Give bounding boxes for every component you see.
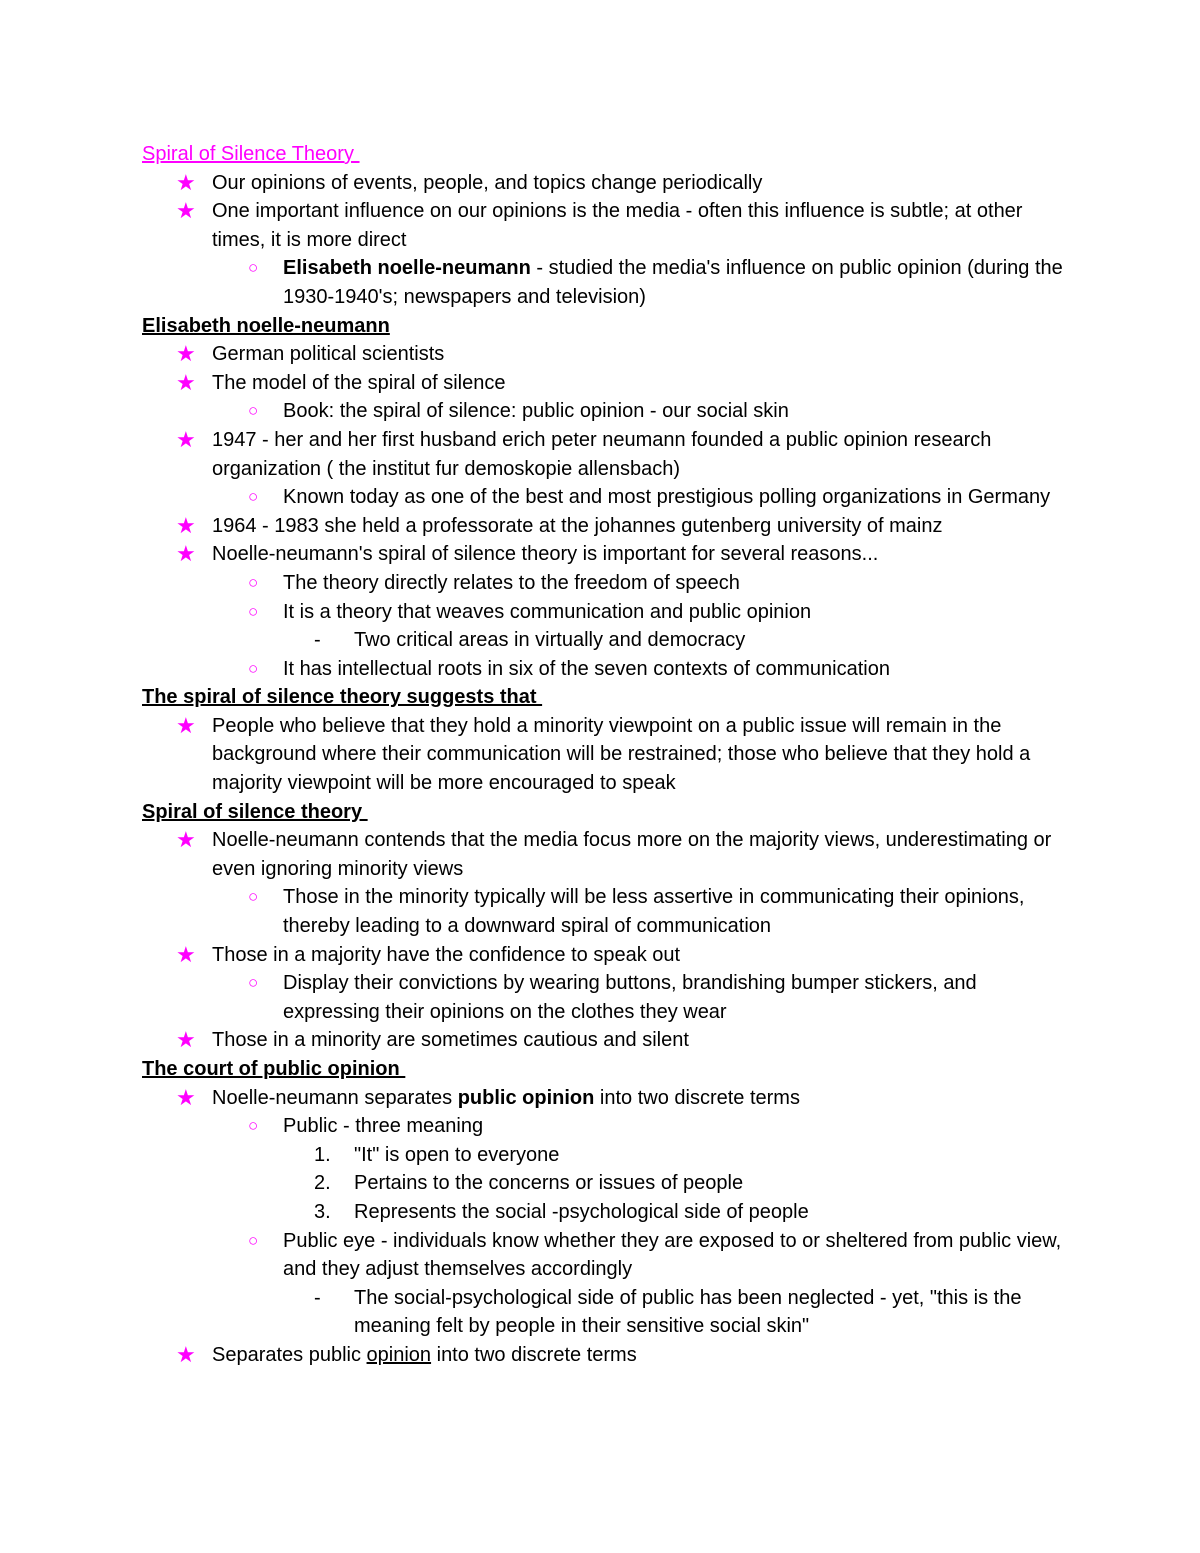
bullet-item	[142, 1341, 1072, 1370]
bullet-text: Noelle-neumann separates	[212, 1086, 458, 1109]
circle-bullet-icon: ○	[248, 658, 259, 678]
star-bullet-icon: ★	[176, 541, 196, 567]
star-bullet-icon: ★	[176, 426, 196, 452]
list-number: 1.	[314, 1143, 331, 1166]
bullet-text: People who believe that they hold a minority viewpoint on a public issue will remain in the background where their communication will be restrained; those who believe that they hold a majority viewpoint will be more encouraged to speak	[212, 714, 1031, 795]
bullet-text: One important influence on our opinions is the media - often this influence is subtle; at other times, it is more direct	[212, 200, 1023, 251]
bullet-text: Separates public	[212, 1343, 367, 1366]
bullet-text: Display their convictions by wearing buttons, brandishing bumper stickers, and expressing their opinions on the clothes they wear	[283, 972, 977, 1023]
bullet-text: - studied the media's influence on public opinion (during the 1930-1940's; newspapers and television)	[283, 257, 1063, 308]
section-heading: The court of public opinion	[142, 1058, 406, 1080]
bullet-item	[142, 512, 1072, 541]
sub-bullet-item	[142, 883, 1072, 940]
numbered-item	[142, 1141, 1072, 1170]
bullet-item	[142, 712, 1072, 798]
bullet-text: It has intellectual roots in six of the seven contexts of communication	[283, 657, 890, 680]
star-bullet-icon: ★	[176, 1084, 196, 1110]
numbered-item	[142, 1198, 1072, 1227]
sub-bullet-item	[142, 1227, 1072, 1284]
bullet-text: Public - three meaning	[283, 1115, 484, 1138]
bullet-text: Those in the minority typically will be less assertive in communicating their opinions, thereby leading to a downward spiral of communication	[283, 886, 1025, 938]
bullet-text: The model of the spiral of silence	[212, 371, 506, 394]
bullet-item	[142, 197, 1072, 254]
circle-bullet-icon: ○	[248, 973, 259, 993]
sub-sub-bullet-item	[142, 1284, 1072, 1341]
circle-bullet-icon: ○	[248, 401, 259, 421]
bullet-item	[142, 169, 1072, 198]
bullet-item	[142, 540, 1072, 569]
bullet-item	[142, 340, 1072, 369]
sub-bullet-item	[142, 397, 1072, 426]
bullet-text: Noelle-neumann contends that the media focus more on the majority views, underestimating or even ignoring minority views	[212, 829, 1052, 880]
section-heading: Elisabeth noelle-neumann	[142, 314, 390, 337]
star-bullet-icon: ★	[176, 1027, 196, 1053]
underlined-term: opinion	[366, 1343, 432, 1366]
section-heading: The spiral of silence theory suggests that	[142, 686, 543, 709]
bullet-text: Book: the spiral of silence: public opinion - our social skin	[283, 400, 789, 423]
bullet-text: "It" is open to everyone	[354, 1143, 560, 1166]
list-number: 3.	[314, 1200, 331, 1223]
bullet-text: 1964 - 1983 she held a professorate at the johannes gutenberg university of mainz	[212, 514, 943, 537]
bold-name: Elisabeth noelle-neumann	[283, 257, 531, 280]
bullet-item	[142, 1084, 1072, 1113]
star-bullet-icon: ★	[176, 369, 196, 395]
bullet-item	[142, 1026, 1072, 1055]
dash-bullet-icon: -	[314, 629, 321, 652]
document-body	[142, 140, 1072, 1370]
star-bullet-icon: ★	[176, 712, 196, 738]
circle-bullet-icon: ○	[248, 258, 259, 278]
list-number: 2.	[314, 1172, 331, 1195]
bullet-text: Known today as one of the best and most prestigious polling organizations in Germany	[283, 486, 1051, 509]
star-bullet-icon: ★	[176, 1341, 196, 1367]
bullet-item	[142, 426, 1072, 483]
bullet-text: into two discrete terms	[431, 1343, 637, 1366]
star-bullet-icon: ★	[176, 198, 196, 224]
star-bullet-icon: ★	[176, 941, 196, 967]
sub-bullet-item	[142, 254, 1072, 311]
numbered-item	[142, 1169, 1072, 1198]
bullet-text: Those in a minority are sometimes cautious and silent	[212, 1029, 689, 1052]
bullet-text: Public eye - individuals know whether they are exposed to or sheltered from public view, and they adjust themselves accordingly	[283, 1229, 1062, 1281]
bullet-text: 1947 - her and her first husband erich peter neumann founded a public opinion research organization ( the institut fur demoskopie allensbach)	[212, 428, 992, 480]
bullet-text: Represents the social -psychological side of people	[354, 1200, 809, 1223]
section-heading: Spiral of Silence Theory	[142, 143, 360, 165]
circle-bullet-icon: ○	[248, 1230, 259, 1250]
sub-bullet-item	[142, 569, 1072, 598]
circle-bullet-icon: ○	[248, 487, 259, 507]
circle-bullet-icon: ○	[248, 887, 259, 907]
bullet-item	[142, 826, 1072, 883]
bullet-text: The social-psychological side of public has been neglected - yet, "this is the meaning felt by people in their sensitive social skin"	[354, 1286, 1022, 1338]
star-bullet-icon: ★	[176, 169, 196, 195]
circle-bullet-icon: ○	[248, 1116, 259, 1136]
sub-sub-bullet-item	[142, 626, 1072, 655]
bullet-text: The theory directly relates to the freedom of speech	[283, 571, 740, 594]
sub-bullet-item	[142, 655, 1072, 684]
star-bullet-icon: ★	[176, 512, 196, 538]
bullet-item	[142, 941, 1072, 970]
sub-bullet-item	[142, 598, 1072, 627]
bullet-text: It is a theory that weaves communication and public opinion	[283, 600, 812, 623]
bold-term: public opinion	[457, 1086, 595, 1109]
star-bullet-icon: ★	[176, 341, 196, 367]
star-bullet-icon: ★	[176, 827, 196, 853]
circle-bullet-icon: ○	[248, 601, 259, 621]
bullet-text: Pertains to the concerns or issues of people	[354, 1172, 744, 1195]
sub-bullet-item	[142, 969, 1072, 1026]
bullet-text: into two discrete terms	[594, 1086, 800, 1109]
bullet-item	[142, 369, 1072, 398]
circle-bullet-icon: ○	[248, 572, 259, 592]
bullet-text: Two critical areas in virtually and democracy	[354, 629, 746, 652]
bullet-text: Our opinions of events, people, and topics change periodically	[212, 171, 763, 194]
sub-bullet-item	[142, 483, 1072, 512]
dash-bullet-icon: -	[314, 1286, 321, 1309]
sub-bullet-item	[142, 1112, 1072, 1141]
bullet-text: Those in a majority have the confidence to speak out	[212, 943, 681, 966]
bullet-text: German political scientists	[212, 343, 445, 366]
section-heading: Spiral of silence theory	[142, 800, 368, 823]
bullet-text: Noelle-neumann's spiral of silence theory is important for several reasons...	[212, 543, 879, 566]
